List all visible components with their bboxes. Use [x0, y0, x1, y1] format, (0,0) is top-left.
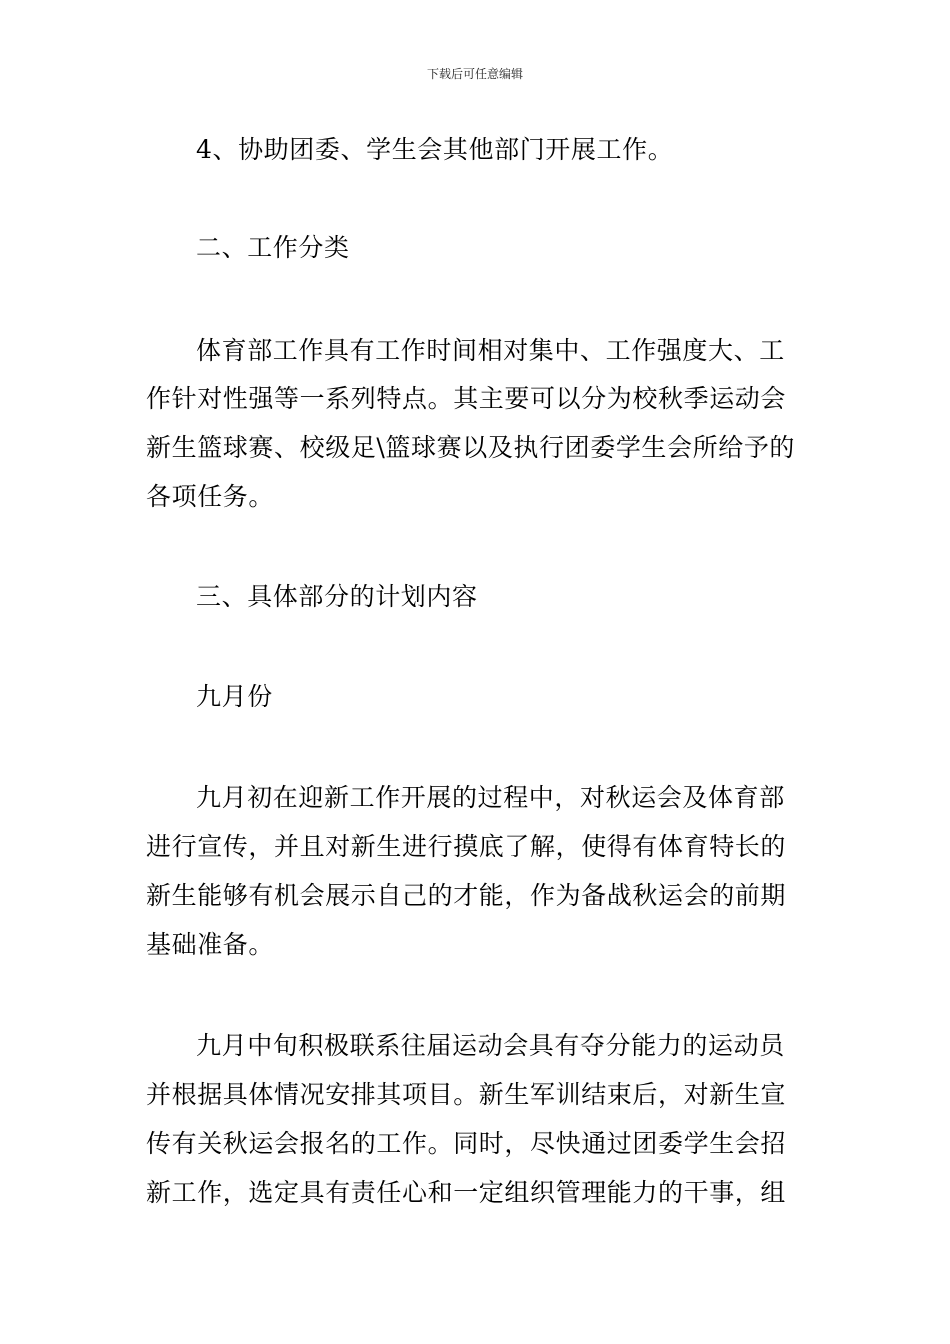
list-item-4: 4、协助团委、学生会其他部门开展工作。: [196, 135, 674, 164]
paragraph-line: 传有关秋运会报名的工作。同时，尽快通过团委学生会招: [146, 1129, 787, 1158]
paragraph-line: 新生能够有机会展示自己的才能，作为备战秋运会的前期: [146, 881, 787, 910]
paragraph-line: 体育部工作具有工作时间相对集中、工作强度大、工: [196, 336, 785, 365]
section-heading-2: 二、工作分类: [196, 233, 350, 262]
paragraph-line: 九月初在迎新工作开展的过程中，对秋运会及体育部: [196, 783, 785, 812]
paragraph-line: 新工作，选定具有责任心和一定组织管理能力的干事，组: [146, 1178, 787, 1207]
paragraph-line: 各项任务。: [146, 482, 275, 511]
section-heading-3: 三、具体部分的计划内容: [196, 582, 478, 611]
paragraph-line: 并根据具体情况安排其项目。新生军训结束后，对新生宣: [146, 1080, 787, 1109]
paragraph-line: 基础准备。: [146, 930, 275, 959]
paragraph-line: 九月中旬积极联系往届运动会具有夺分能力的运动员: [196, 1031, 785, 1060]
month-heading: 九月份: [196, 682, 273, 711]
page-header: 下载后可任意编辑: [426, 67, 523, 81]
paragraph-line: 新生篮球赛、校级足\篮球赛以及执行团委学生会所给予的: [146, 433, 796, 462]
paragraph-line: 进行宣传，并且对新生进行摸底了解，使得有体育特长的: [146, 832, 787, 861]
paragraph-line: 作针对性强等一系列特点。其主要可以分为校秋季运动会: [146, 384, 787, 413]
